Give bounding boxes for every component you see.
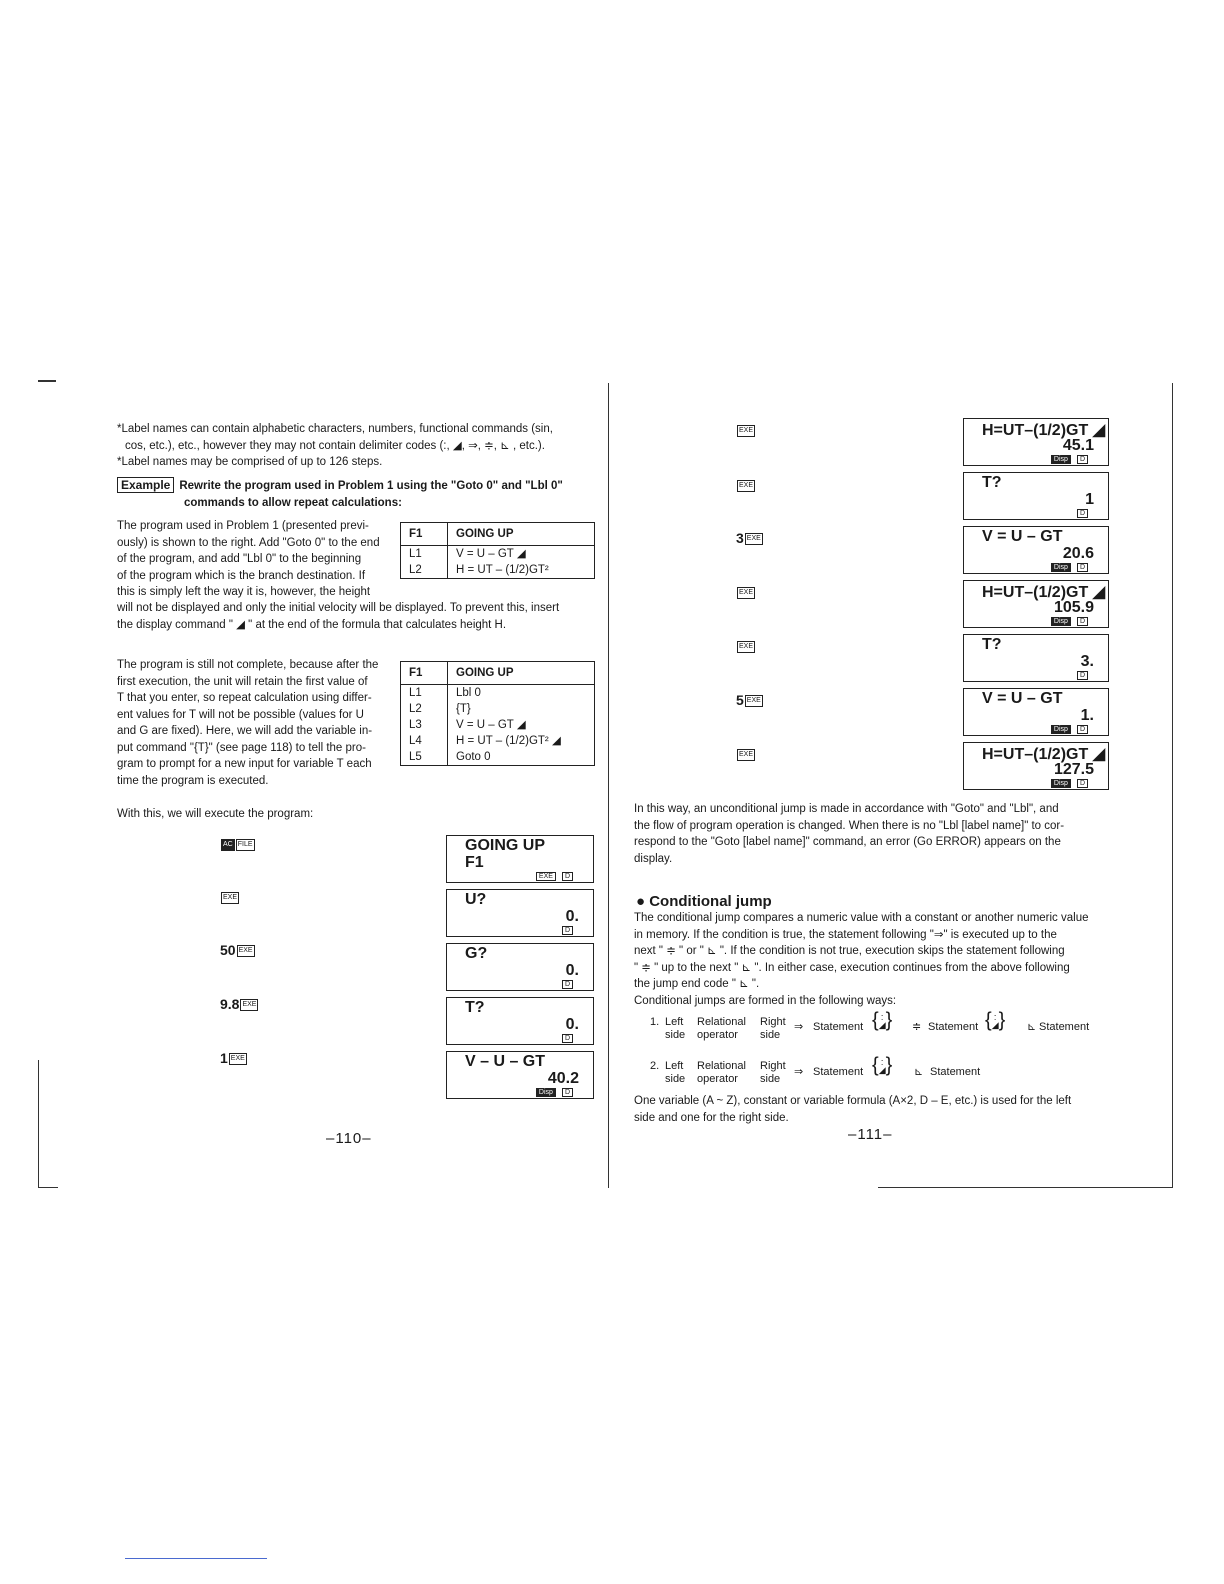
- form-number: 2.: [650, 1060, 660, 1072]
- exe-key-icon: EXE: [229, 1053, 247, 1065]
- text-line: side and one for the right side.: [634, 1111, 789, 1124]
- text-line: next " ≑ " or " ⊾ ". If the condition is not true, execution skips the statement following: [634, 945, 1065, 957]
- prog-file: F1: [401, 662, 448, 685]
- deg-indicator-icon: D: [562, 1034, 573, 1043]
- display-line-2: 40.2: [547, 1070, 579, 1087]
- display-line-2: 1: [1085, 491, 1094, 508]
- bottom-left-rule: [38, 1187, 58, 1188]
- deg-indicator-icon: D: [562, 980, 573, 989]
- example-title-line2: commands to allow repeat calculations:: [184, 496, 402, 509]
- key-sequence: [220, 889, 239, 905]
- disp-triangle-icon: ◢: [991, 1020, 999, 1030]
- line-number: L4: [409, 735, 422, 747]
- display-line-2: 45.1: [1062, 437, 1094, 454]
- text-line: put command "{T}" (see page 118) to tell the pro-: [117, 741, 366, 754]
- deg-indicator-icon: D: [1077, 725, 1088, 734]
- line-code: H = UT – (1/2)GT²: [448, 562, 595, 579]
- key-input: 9.8: [220, 996, 240, 1012]
- form-term: Relational: [697, 1016, 746, 1028]
- text-line: the display command " ◢ " at the end of the formula that calculates height H.: [117, 618, 507, 631]
- display-line-2: 1.: [1080, 707, 1094, 724]
- form-term: Right: [760, 1060, 786, 1072]
- text-line: gram to prompt for a new input for variable T each: [117, 758, 372, 770]
- calculator-display: [446, 997, 594, 1045]
- key-sequence: [736, 638, 755, 654]
- line-number: L1: [409, 548, 422, 560]
- text-line: " ≑ " up to the next " ⊾ ". In either case, execution continues from the above following: [634, 961, 1070, 974]
- text-line: in memory. If the condition is true, the statement following "⇒" is executed up to the: [634, 928, 1057, 941]
- line-number: L1: [409, 687, 422, 699]
- arrow-icon: ⇒: [794, 1021, 804, 1033]
- line-code: V = U – GT ◢: [448, 717, 595, 733]
- example-title-line1: Rewrite the program used in Problem 1 using the "Goto 0" and "Lbl 0": [179, 480, 563, 492]
- paragraph-2: [117, 657, 399, 789]
- text-line: will not be displayed and only the initial velocity will be displayed. To prevent this, insert: [117, 602, 560, 614]
- display-line-1: H=UT–(1/2)GT ◢: [982, 584, 1105, 601]
- calculator-display: [446, 835, 594, 883]
- line-code: Lbl 0: [448, 685, 595, 702]
- display-line-1: G?: [465, 945, 488, 962]
- key-sequence: [736, 584, 755, 600]
- text-line: ent values for T will not be possible (values for U: [117, 708, 364, 721]
- key-input: 50: [220, 942, 236, 958]
- note-line: cos, etc.), etc., however they may not contain delimiter codes (:, ◢, ⇒, ≑, ⊾ , etc.).: [125, 439, 545, 452]
- page-number-left: –110–: [326, 1130, 372, 1147]
- colon-icon: :: [993, 1012, 997, 1022]
- footer-link-line: [125, 1558, 267, 1559]
- text-line: The program is still not complete, because after the: [117, 659, 379, 671]
- display-line-1: V – U – GT: [465, 1053, 546, 1070]
- form-term: Statement: [813, 1066, 864, 1078]
- form-term: Statement: [928, 1021, 979, 1033]
- prog-title: GOING UP: [448, 662, 595, 685]
- form-term: operator: [697, 1029, 738, 1041]
- exe-key-icon: EXE: [737, 749, 755, 761]
- prog-file: F1: [401, 523, 448, 546]
- calculator-display: [963, 472, 1109, 520]
- key-sequence: [220, 942, 255, 958]
- text-line: T that you enter, so repeat calculation using differ-: [117, 692, 372, 704]
- text-line: the jump end code " ⊾ ".: [634, 978, 760, 990]
- form-term: side: [760, 1073, 781, 1085]
- line-number: L5: [409, 751, 422, 763]
- line-code: Goto 0: [448, 749, 595, 766]
- line-number: L2: [409, 564, 422, 576]
- key-input: 3: [736, 530, 744, 546]
- display-line-2: 0.: [565, 962, 579, 979]
- key-sequence: [736, 746, 755, 762]
- exe-key-icon: EXE: [745, 533, 763, 545]
- deg-indicator-icon: D: [1077, 455, 1088, 464]
- left-edge-rule: [38, 1060, 39, 1188]
- form-term: side: [760, 1029, 781, 1041]
- right-edge-rule: [1172, 383, 1173, 1188]
- text-line: time the program is executed.: [117, 774, 269, 787]
- display-line-1: U?: [465, 891, 487, 908]
- display-line-1: V = U – GT: [982, 690, 1063, 707]
- display-line-1: T?: [982, 636, 1002, 653]
- calculator-display: [446, 943, 594, 991]
- label-notes: [117, 421, 597, 471]
- key-sequence: [736, 477, 755, 493]
- line-code: {T}: [448, 701, 595, 717]
- calculator-display: [963, 742, 1109, 790]
- section-title: ● Conditional jump: [636, 893, 772, 910]
- calculator-display: [446, 1051, 594, 1099]
- jump-end-icon: ⊾: [914, 1066, 924, 1078]
- form-term: Left: [665, 1060, 684, 1072]
- disp-indicator-icon: Disp: [1051, 563, 1071, 572]
- jump-sep-icon: ≑: [912, 1021, 922, 1033]
- ac-key-icon: AC: [221, 839, 235, 851]
- file-key-icon: FILE: [236, 839, 255, 851]
- brace-group: { : ◢}: [985, 1009, 1006, 1032]
- exe-key-icon: EXE: [221, 892, 239, 904]
- disp-indicator-icon: Disp: [1051, 617, 1071, 626]
- exe-indicator-icon: EXE: [536, 872, 556, 881]
- display-line-2: 105.9: [1053, 599, 1094, 616]
- deg-indicator-icon: D: [1077, 617, 1088, 626]
- key-sequence: [220, 1050, 247, 1066]
- example-heading: [117, 477, 607, 511]
- display-line-2: 127.5: [1053, 761, 1094, 778]
- brace-group: { : ◢}: [872, 1054, 893, 1077]
- display-line-1: T?: [465, 999, 485, 1016]
- text-line: of the program, and add "Lbl 0" to the beginning: [117, 553, 362, 565]
- line-number: L3: [409, 719, 422, 731]
- exe-key-icon: EXE: [737, 425, 755, 437]
- brace-group: { : ◢}: [872, 1009, 893, 1032]
- key-sequence: [736, 422, 755, 438]
- paragraph-1-wide: [117, 600, 607, 633]
- disp-triangle-icon: ◢: [878, 1020, 886, 1030]
- form-term: Statement: [1039, 1021, 1090, 1033]
- program-listing-2: [400, 661, 595, 766]
- display-line-2: 0.: [565, 908, 579, 925]
- text-line: and G are fixed). Here, we will add the variable in-: [117, 725, 373, 737]
- key-input: 5: [736, 692, 744, 708]
- display-line-1: H=UT–(1/2)GT ◢: [982, 746, 1105, 763]
- program-listing-1: [400, 522, 595, 579]
- form-term: side: [665, 1029, 686, 1041]
- form-term: Left: [665, 1016, 684, 1028]
- form-term: Relational: [697, 1060, 746, 1072]
- text-line: display.: [634, 852, 673, 865]
- display-line-2: 3.: [1080, 653, 1094, 670]
- key-sequence: [220, 996, 258, 1012]
- calculator-display: [963, 688, 1109, 736]
- paragraph-jump: [634, 801, 1114, 867]
- calculator-display: [963, 634, 1109, 682]
- calculator-display: [963, 418, 1109, 466]
- form-term: Statement: [930, 1066, 981, 1078]
- display-line-1: H=UT–(1/2)GT ◢: [982, 422, 1105, 439]
- page-number-right: –111–: [848, 1126, 893, 1143]
- display-line-1: T?: [982, 474, 1002, 491]
- paragraph-1: [117, 518, 399, 601]
- note-line: *Label names can contain alphabetic characters, numbers, functional commands (sin,: [117, 423, 553, 435]
- display-line-2: F1: [465, 854, 484, 871]
- key-sequence: [736, 530, 763, 546]
- calculator-display: [963, 580, 1109, 628]
- disp-indicator-icon: Disp: [1051, 455, 1071, 464]
- exe-key-icon: EXE: [737, 587, 755, 599]
- disp-indicator-icon: Disp: [1051, 779, 1071, 788]
- text-line: ously) is shown to the right. Add "Goto 0" to the end: [117, 536, 380, 549]
- form-number: 1.: [650, 1016, 660, 1028]
- display-line-2: 0.: [565, 1016, 579, 1033]
- form-term: side: [665, 1073, 686, 1085]
- example-label: Example: [117, 477, 174, 493]
- exe-key-icon: EXE: [240, 999, 258, 1011]
- text-line: first execution, the unit will retain the first value of: [117, 675, 368, 688]
- text-line: One variable (A ~ Z), constant or variable formula (A×2, D – E, etc.) is used for the left: [634, 1095, 1072, 1107]
- line-code: H = UT – (1/2)GT² ◢: [448, 733, 595, 749]
- center-divider: [608, 383, 609, 1188]
- line-code: V = U – GT ◢: [448, 546, 595, 563]
- note-line: *Label names may be comprised of up to 126 steps.: [117, 456, 383, 468]
- display-line-2: 20.6: [1062, 545, 1094, 562]
- disp-indicator-icon: Disp: [536, 1088, 556, 1097]
- exe-key-icon: EXE: [737, 480, 755, 492]
- arrow-icon: ⇒: [794, 1066, 804, 1078]
- prog-title: GOING UP: [448, 523, 595, 546]
- calculator-display: [446, 889, 594, 937]
- deg-indicator-icon: D: [1077, 563, 1088, 572]
- paragraph-conditional: [634, 910, 1114, 1009]
- form-term: Statement: [813, 1021, 864, 1033]
- form-term: operator: [697, 1073, 738, 1085]
- key-sequence: [736, 692, 763, 708]
- colon-icon: :: [880, 1012, 884, 1022]
- deg-indicator-icon: D: [1077, 779, 1088, 788]
- form-term: Right: [760, 1016, 786, 1028]
- text-line: respond to the "Goto [label name]" command, an error (Go ERROR) appears on the: [634, 836, 1061, 848]
- calculator-display: [963, 526, 1109, 574]
- crop-mark: [38, 380, 56, 382]
- bottom-right-rule: [878, 1187, 1172, 1188]
- text-line: the flow of program operation is changed. When there is no "Lbl [label name]" to cor-: [634, 819, 1065, 832]
- display-line-1: GOING UP: [465, 837, 546, 854]
- deg-indicator-icon: D: [1077, 509, 1088, 518]
- text-line: The conditional jump compares a numeric value with a constant or another numeric value: [634, 912, 1089, 924]
- text-line: The program used in Problem 1 (presented previ-: [117, 520, 369, 532]
- text-line: this is simply left the way it is, however, the height: [117, 586, 371, 598]
- display-line-1: V = U – GT: [982, 528, 1063, 545]
- exe-key-icon: EXE: [237, 945, 255, 957]
- exe-key-icon: EXE: [745, 695, 763, 707]
- exe-key-icon: EXE: [737, 641, 755, 653]
- jump-end-icon: ⊾: [1027, 1021, 1037, 1033]
- disp-indicator-icon: Disp: [1051, 725, 1071, 734]
- text-line: In this way, an unconditional jump is made in accordance with "Goto" and "Lbl", and: [634, 803, 1059, 815]
- line-number: L2: [409, 703, 422, 715]
- execute-intro: With this, we will execute the program:: [117, 808, 314, 820]
- paragraph-final: [634, 1093, 1114, 1126]
- deg-indicator-icon: D: [562, 1088, 573, 1097]
- key-input: 1: [220, 1050, 228, 1066]
- colon-icon: :: [880, 1057, 884, 1067]
- deg-indicator-icon: D: [562, 926, 573, 935]
- text-line: Conditional jumps are formed in the following ways:: [634, 994, 897, 1007]
- deg-indicator-icon: D: [562, 872, 573, 881]
- deg-indicator-icon: D: [1077, 671, 1088, 680]
- text-line: of the program which is the branch destination. If: [117, 569, 366, 582]
- key-sequence: [220, 836, 255, 852]
- disp-triangle-icon: ◢: [878, 1065, 886, 1075]
